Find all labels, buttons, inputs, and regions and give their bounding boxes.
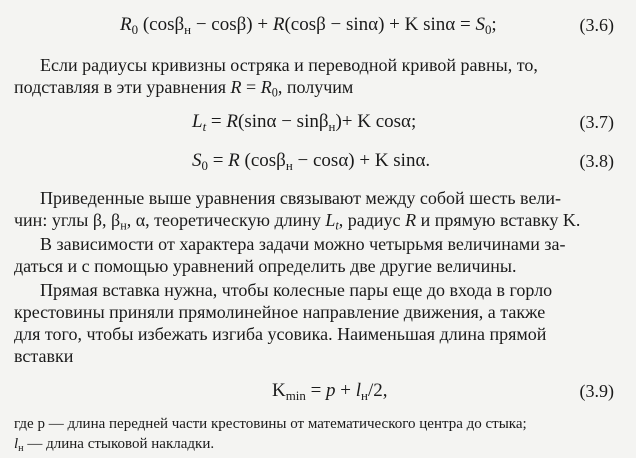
text-span: , α, теоретическую длину	[126, 210, 326, 230]
paragraph-line: крестовины приняли прямолинейное направление движения, а также	[14, 302, 546, 322]
equation-number: (3.9)	[579, 381, 614, 401]
text-span: , получим	[277, 77, 354, 97]
paragraph-line: Прямая вставка нужна, чтобы колесные пары еще до входа в горло	[40, 280, 553, 300]
equation-number: (3.8)	[579, 151, 614, 171]
equation-3-9: $K_{min} = p + l_н/2$,	[272, 380, 388, 403]
paragraph-line: Если радиусы кривизны остряка и переводной кривой равны, то,	[40, 55, 538, 75]
equation-3-8: $S_0 = R$ (cosβ$_н$ − cosα) + K sinα.	[192, 150, 431, 173]
paragraph-line: В зависимости от характера задачи можно четырьмя величинами за-	[40, 234, 566, 254]
equation-3-7: $L_t = R(\sin\alpha - \sin\beta_н)+ K$ cosα;	[192, 111, 417, 134]
where-line: где p — длина передней части крестовины от математического центра до стыка;	[14, 416, 527, 432]
paragraph-line: Приведенные выше уравнения связывают между собой шесть вели-	[40, 188, 562, 208]
paragraph-line: вставки	[14, 346, 74, 366]
paragraph-line: даться и с помощью уравнений определить две другие величины.	[14, 256, 517, 276]
text-span: , радиус	[338, 210, 406, 230]
equation-number: (3.6)	[579, 15, 614, 35]
equation-3-6: $R_0$ (cosβ$_н$ − cosβ) + R(cosβ − sinα) + K $\sin\alpha = S_0$;	[120, 14, 497, 37]
paragraph-line: чин: углы β, $\beta_н$, α, теоретическую длину $L_t$, радиус R и прямую вставку K.	[14, 210, 581, 233]
paragraph-line: подставляя в эти уравнения $R = R_0$, получим	[14, 77, 354, 100]
equation-number: (3.7)	[579, 112, 614, 132]
text-span: чин: углы β, β	[14, 210, 121, 230]
text-span: подставляя в эти уравнения	[14, 77, 231, 97]
paragraph-line: для того, чтобы избежать изгиба усовика. Наименьшая длина прямой	[14, 324, 547, 344]
text-span: и прямую вставку K.	[416, 210, 581, 230]
text-span: — длина стыковой накладки.	[23, 436, 215, 452]
where-line: $l_н$ — длина стыковой накладки.	[14, 436, 215, 455]
